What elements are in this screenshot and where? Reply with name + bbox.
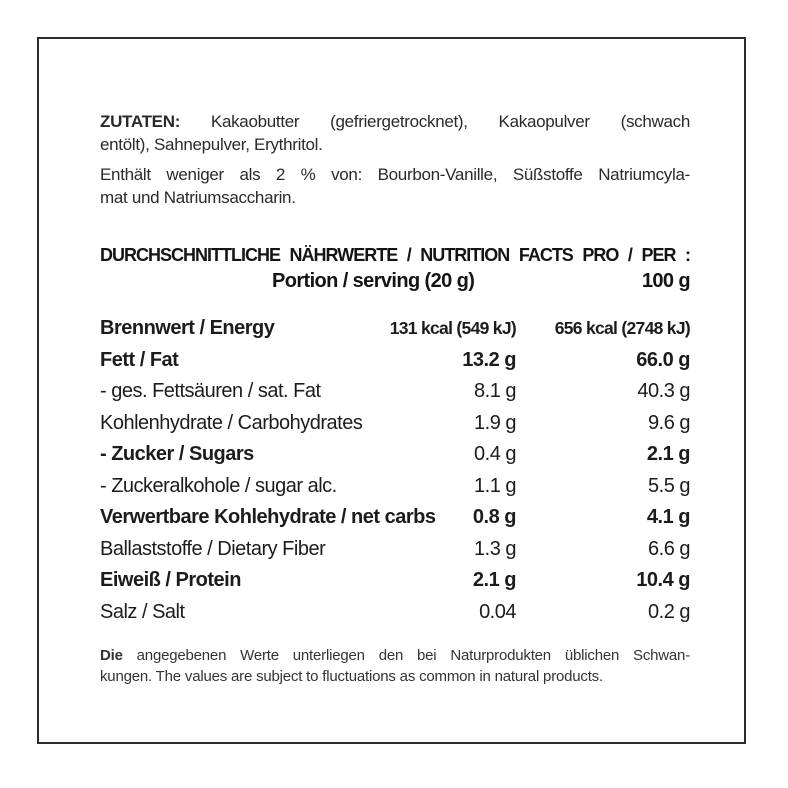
row-100g-value: 40.3 g [637, 380, 690, 402]
row-serving-value: 0.04 [479, 600, 516, 623]
ingredients-line-4: mat und Natriumsaccharin. [100, 188, 296, 207]
row-100g-value: 656 kcal (2748 kJ) [554, 318, 690, 338]
row-saturated-fat [100, 376, 690, 408]
row-100g-value: 0.2 g [648, 600, 690, 623]
nutrition-rows [100, 313, 690, 628]
row-100g-value: 2.1 g [646, 443, 690, 465]
ingredients-line-1-text: Kakaobutter (gefriergetrocknet), Kakaopulver (schwach [210, 112, 690, 131]
row-serving-value: 1.3 g [474, 537, 516, 560]
row-100g-value: 66.0 g [636, 348, 690, 371]
row-carbohydrates [100, 408, 690, 440]
row-serving-value: 131 kcal (549 kJ) [389, 318, 516, 338]
ingredients-line-1 [100, 110, 690, 133]
row-sugar-alcohols [100, 471, 690, 503]
column-header-100g: 100 g [641, 270, 690, 292]
row-serving-value: 1.1 g [474, 474, 516, 497]
row-100g-value: 10.4 g [636, 569, 690, 591]
row-protein [100, 565, 690, 597]
row-net-carbs [100, 502, 690, 534]
footnote-bold-word: Die [100, 647, 123, 664]
ingredients-line-3: Enthält weniger als 2 % von: Bourbon-Vanille, Süßstoffe Natriumcyla- [100, 165, 690, 184]
row-serving-value: 8.1 g [474, 380, 516, 402]
row-label: Fett / Fat [100, 348, 179, 371]
footnote-line-1-text: angegebenen Werte unterliegen den bei Naturprodukten üblichen Schwan- [136, 647, 690, 664]
footnote-line-2: kungen. The values are subject to fluctuations as common in natural products. [100, 668, 603, 685]
row-100g-value: 4.1 g [646, 506, 690, 528]
row-label: Kohlenhydrate / Carbohydrates [100, 411, 363, 434]
row-label: Salz / Salt [100, 600, 185, 623]
row-serving-value: 2.1 g [472, 569, 516, 591]
row-label: Eiweiß / Protein [100, 569, 241, 591]
nutrition-column-headers [100, 268, 690, 294]
row-serving-value: 0.8 g [472, 506, 516, 528]
row-label: Ballaststoffe / Dietary Fiber [100, 537, 326, 560]
row-dietary-fiber [100, 534, 690, 566]
row-label: Brennwert / Energy [100, 317, 275, 339]
footnote-line-1 [100, 645, 690, 666]
ingredients-line-2: entölt), Sahnepulver, Erythritol. [100, 135, 323, 154]
row-sugars [100, 439, 690, 471]
ingredients-heading: ZUTATEN: [100, 112, 181, 131]
row-100g-value: 9.6 g [648, 411, 690, 434]
column-header-serving: Portion / serving (20 g) [272, 270, 475, 292]
nutrition-table-title: DURCHSCHNITTLICHE NÄHRWERTE / NUTRITION FACTS PRO / PER : [100, 245, 690, 265]
row-salt [100, 597, 690, 629]
row-label: Verwertbare Kohlehydrate / net carbs [100, 506, 436, 528]
row-100g-value: 5.5 g [648, 474, 690, 497]
row-label: - Zuckeralkohole / sugar alc. [100, 474, 337, 497]
row-label: - ges. Fettsäuren / sat. Fat [100, 380, 321, 402]
label-content [100, 110, 690, 687]
row-energy [100, 313, 690, 345]
row-fat [100, 345, 690, 377]
row-100g-value: 6.6 g [648, 537, 690, 560]
row-serving-value: 0.4 g [474, 443, 516, 465]
label-border-box [37, 37, 746, 744]
row-label: - Zucker / Sugars [100, 443, 254, 465]
row-serving-value: 1.9 g [474, 411, 516, 434]
row-serving-value: 13.2 g [462, 348, 516, 371]
